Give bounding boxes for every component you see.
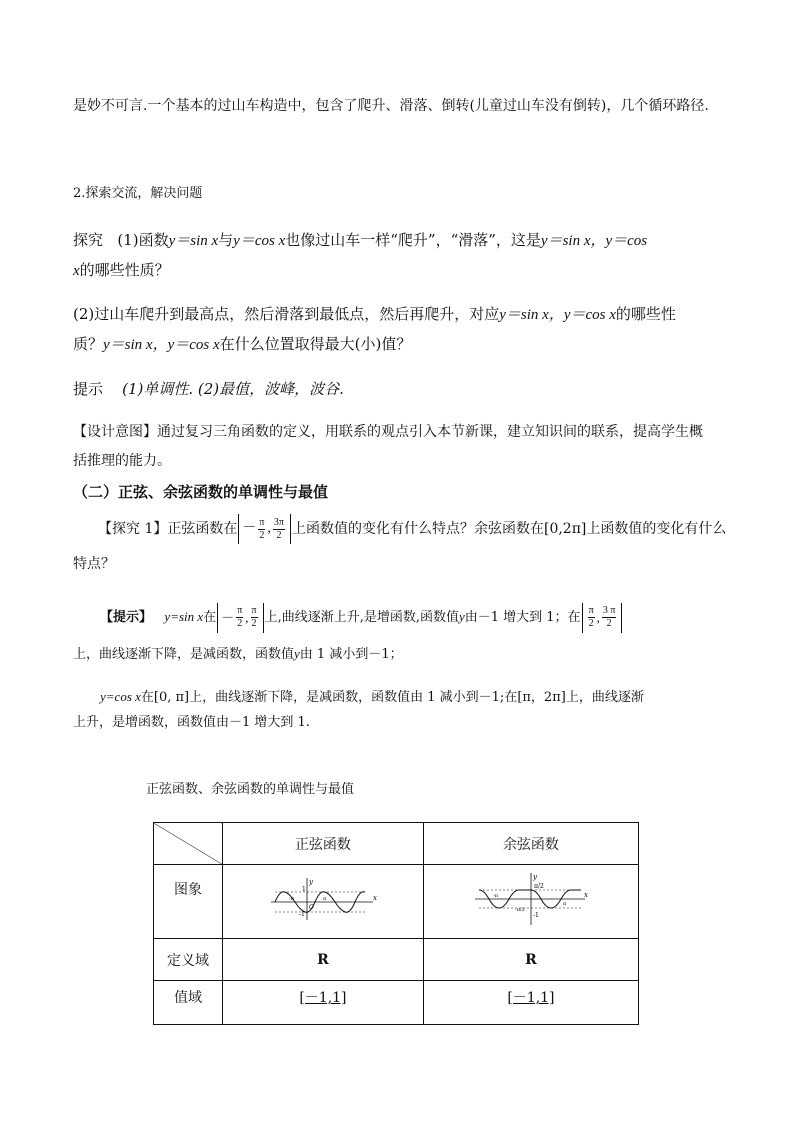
frac-neg-pi-2 (258, 517, 265, 542)
x-label: x (372, 893, 377, 902)
design-intent (73, 418, 723, 476)
hint-text: (1)单调性. (2)最值，波峰，波谷. (122, 380, 344, 398)
table-row-domain (154, 939, 639, 981)
neg-one-label: -1 (298, 910, 305, 918)
q1-cos: y＝cos x (233, 233, 286, 249)
frac-num: π (237, 605, 243, 616)
interval-sign: － (242, 521, 257, 536)
hint1-line2b: 由 1 减小到－1； (299, 647, 403, 662)
frac-den: 2 (237, 618, 243, 629)
q1-sin: y＝sin x (168, 233, 219, 249)
table-header-row (154, 823, 639, 865)
hint1-sin: y=sin x (164, 609, 204, 624)
frac-3pi-2 (273, 517, 285, 542)
explore-label: 探究 (73, 231, 104, 249)
q2-funcs: y＝sin x，y＝cos x (499, 307, 616, 323)
explore1-t1: 正弦函数在 (167, 521, 238, 537)
hint1-label: 【提示】 (100, 610, 153, 625)
interval-sign: － (221, 609, 235, 625)
frac-num: π (588, 605, 594, 616)
design-label: 【设计意图】 (73, 424, 157, 440)
q1-x: x (73, 263, 80, 279)
q2-text4: 在什么位置取得最大(小)值？ (219, 335, 412, 353)
y-label: y (532, 872, 537, 881)
explore1-t3: 特点？ (73, 556, 115, 572)
neg-pi-2-label: -π/2 (514, 906, 525, 913)
q2-text3: 质？ (73, 335, 104, 353)
neg-one-label: -1 (532, 911, 539, 919)
origin-label: O (308, 903, 314, 911)
table-caption-text: 正弦函数、余弦函数的单调性与最值 (146, 782, 355, 797)
hint-line (73, 375, 723, 403)
q1-sincos: y＝sin x，y＝cos (540, 233, 648, 249)
table-row-graph (154, 865, 639, 939)
frac-den: 2 (276, 529, 282, 541)
hint-1-cos-line2 (73, 709, 723, 737)
y-label: y (308, 877, 313, 886)
frac-a (236, 605, 243, 630)
one-label: 1 (301, 885, 306, 893)
hint1-y2: y (294, 646, 300, 661)
intro-paragraph (73, 92, 723, 120)
pi-label: π (322, 895, 327, 902)
hint1-cos-t2: 上升，是增函数，函数值由－1 增大到 1. (73, 715, 310, 730)
explore-1 (98, 514, 728, 544)
q2-text1: (2)过山车爬升到最高点，然后滑落到最低点，然后再爬升，对应 (73, 305, 500, 323)
hint-1-line2 (73, 640, 723, 669)
hint1-y: y (458, 609, 465, 624)
hint-1 (100, 602, 730, 633)
frac-den: 2 (259, 529, 265, 541)
neg-pi-label: -π (288, 895, 294, 902)
frac-num: π (259, 516, 265, 528)
q1-line2: 的哪些性质？ (79, 261, 170, 279)
hint-label: 提示 (73, 380, 104, 398)
sin-range-cell (223, 981, 424, 1025)
cos-graph (471, 871, 591, 929)
explore1-label: 【探究 1】 (98, 521, 168, 537)
sin-graph-cell (223, 865, 424, 939)
table-caption (146, 776, 794, 804)
frac-c (588, 605, 595, 630)
frac-den: 2 (606, 618, 612, 629)
section-heading-text: （二）正弦、余弦函数的单调性与最值 (73, 483, 329, 501)
frac-num: π (251, 605, 257, 616)
pi-2-label: π/2 (533, 882, 544, 890)
hint1-cos: y=cos x (100, 689, 141, 704)
interval-dec: $\frac{\pi}{2}$ , $\frac{3 \pi}{2}$ (582, 603, 623, 633)
sin-graph (267, 876, 379, 924)
q1-rest: 也像过山车一样“爬升”，“滑落”，这是 (285, 231, 541, 249)
hint1-cos-t1: 在[0, π]上，曲线逐渐下降，是减函数，函数值由 1 减小到－1;在[π，2π]上，曲线逐渐 (140, 690, 644, 705)
hint1-t1: 在 (203, 610, 217, 625)
frac-num: 3 π (602, 605, 616, 616)
row-label-range: 值域 (154, 981, 223, 1025)
hint-1-cos (100, 683, 730, 712)
q1-prefix: (1)函数 (117, 231, 169, 249)
section2-title (73, 180, 723, 208)
frac-den: 2 (588, 618, 594, 629)
cos-range-cell (423, 981, 638, 1025)
frac-num: 3π (273, 516, 284, 528)
explore1-t2: 上函数值的变化有什么特点？余弦函数在[0,2π]上函数值的变化有什么 (291, 521, 727, 537)
sin-domain: R (223, 939, 424, 981)
intro-text: 是妙不可言.一个基本的过山车构造中，包含了爬升、滑落、倒转(儿童过山车没有倒转)，几个循环路径. (73, 98, 709, 114)
interval-inc: － $\frac{\pi}{2}$ , $\frac{\pi}{2}$ (217, 603, 263, 633)
interval-sin: － $\frac{\pi}{2}$ , $\frac{3\pi}{2}$ (238, 514, 291, 544)
x-label: x (583, 890, 588, 899)
explore-1-line2 (73, 550, 723, 578)
corner-cell (154, 823, 223, 865)
hint1-t3: 由－1 增大到 1；在 (464, 610, 581, 625)
sin-range: [－1,1] (299, 990, 347, 1006)
cos-range: [－1,1] (507, 990, 555, 1006)
frac-d (602, 605, 617, 630)
design-text1: 通过复习三角函数的定义，用联系的观点引入本节新课，建立知识间的联系，提高学生概 (157, 424, 703, 440)
row-label-domain: 定义域 (154, 939, 223, 981)
q1-mid: 与 (218, 231, 234, 249)
cos-domain: R (423, 939, 638, 981)
explore-question-1 (73, 226, 723, 286)
hint1-t2: 上,曲线逐渐上升,是增函数,函数值 (264, 610, 459, 625)
row-label-graph: 图象 (154, 865, 223, 939)
function-table (153, 822, 639, 1025)
design-text2: 括推理的能力。 (73, 453, 171, 469)
cos-graph-cell (423, 865, 638, 939)
explore-question-2 (73, 300, 723, 360)
section-heading (73, 478, 723, 506)
frac-den: 2 (251, 618, 257, 629)
q2-funcs-b: y＝sin x，y＝cos x (103, 337, 220, 353)
header-sin: 正弦函数 (223, 823, 424, 865)
pi-label: π (562, 900, 567, 907)
q2-text2: 的哪些性 (615, 305, 676, 323)
frac-b (251, 605, 258, 630)
section2-title-text: 2.探索交流，解决问题 (73, 186, 203, 201)
table-row-range (154, 981, 639, 1025)
hint1-line2: 上，曲线逐渐下降，是减函数，函数值 (73, 647, 295, 662)
neg-pi-label: -π (492, 892, 498, 899)
header-cos: 余弦函数 (423, 823, 638, 865)
